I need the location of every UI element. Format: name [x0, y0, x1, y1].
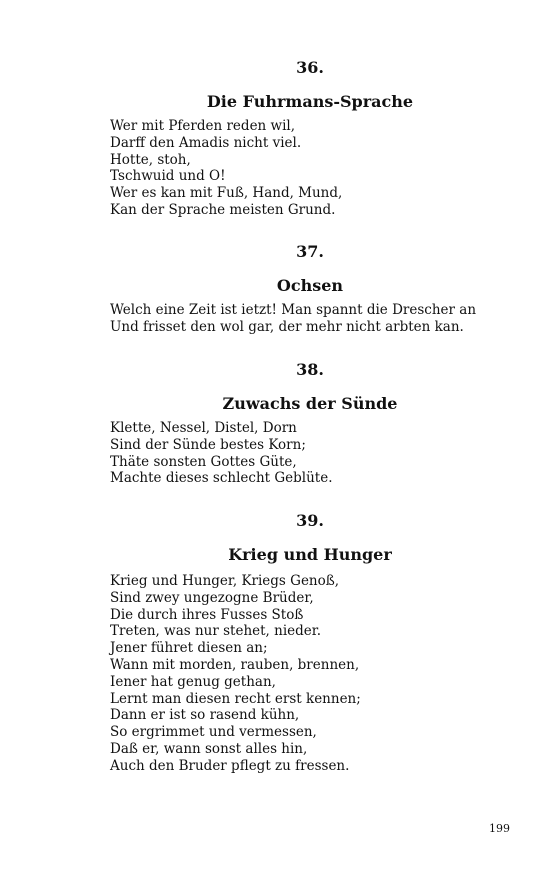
- poem-lines: [110, 118, 510, 219]
- poem-number: 37.: [296, 242, 324, 261]
- poem-line: Kan der Sprache meisten Grund.: [110, 201, 336, 218]
- poem-line: Wer es kan mit Fuß, Hand, Mund,: [110, 185, 343, 202]
- poem-line: Tschwuid und O!: [110, 168, 226, 185]
- poem-lines: [110, 573, 510, 775]
- poem-line: Und frisset den wol gar, der mehr nicht arbten kan.: [110, 318, 464, 335]
- poem-line: Sind der Sünde bestes Korn;: [110, 436, 306, 453]
- poem-number: 39.: [296, 511, 324, 530]
- poem-line: Welch eine Zeit ist ietzt! Man spannt die Drescher an: [110, 302, 477, 318]
- poem-title: Ochsen: [276, 276, 344, 295]
- poem-line: Klette, Nessel, Distel, Dorn: [110, 420, 297, 436]
- poem-37: [110, 242, 510, 336]
- poem-line: Wer mit Pferden reden wil,: [110, 118, 296, 134]
- poem-line: Daß er, wann sonst alles hin,: [110, 740, 308, 757]
- poem-line: Darff den Amadis nicht viel.: [110, 134, 302, 151]
- poem-line: Sind zwey ungezogne Brüder,: [110, 589, 314, 606]
- poem-line: Treten, was nur stehet, nieder.: [110, 623, 322, 640]
- page-number: 199: [489, 822, 510, 835]
- poem-line: Wann mit morden, rauben, brennen,: [110, 656, 360, 673]
- poem-line: Auch den Bruder pflegt zu fressen.: [110, 757, 350, 774]
- poem-36: [110, 58, 510, 219]
- poem-lines: [110, 302, 510, 336]
- poem-line: Thäte sonsten Gottes Güte,: [110, 453, 297, 470]
- poem-line: Jener führet diesen an;: [110, 640, 268, 657]
- poem-38: [110, 360, 510, 487]
- poem-title: Krieg und Hunger: [228, 545, 392, 564]
- poem-title: Die Fuhrmans-Sprache: [206, 92, 414, 111]
- poem-title: Zuwachs der Sünde: [222, 394, 398, 413]
- poem-line: Machte dieses schlecht Geblüte.: [110, 470, 333, 487]
- poem-line: Lernt man diesen recht erst kennen;: [110, 690, 361, 707]
- poem-line: Iener hat genug gethan,: [110, 673, 276, 690]
- poem-line: Die durch ihres Fusses Stoß: [110, 606, 304, 623]
- poem-line: So ergrimmet und vermessen,: [110, 724, 317, 741]
- poem-line: Krieg und Hunger, Kriegs Genoß,: [110, 573, 340, 589]
- poem-lines: [110, 420, 510, 487]
- poem-line: Dann er ist so rasend kühn,: [110, 707, 300, 724]
- poem-number: 38.: [296, 360, 324, 379]
- poem-number: 36.: [296, 58, 324, 77]
- poem-39: [110, 511, 510, 775]
- poem-line: Hotte, stoh,: [110, 151, 191, 168]
